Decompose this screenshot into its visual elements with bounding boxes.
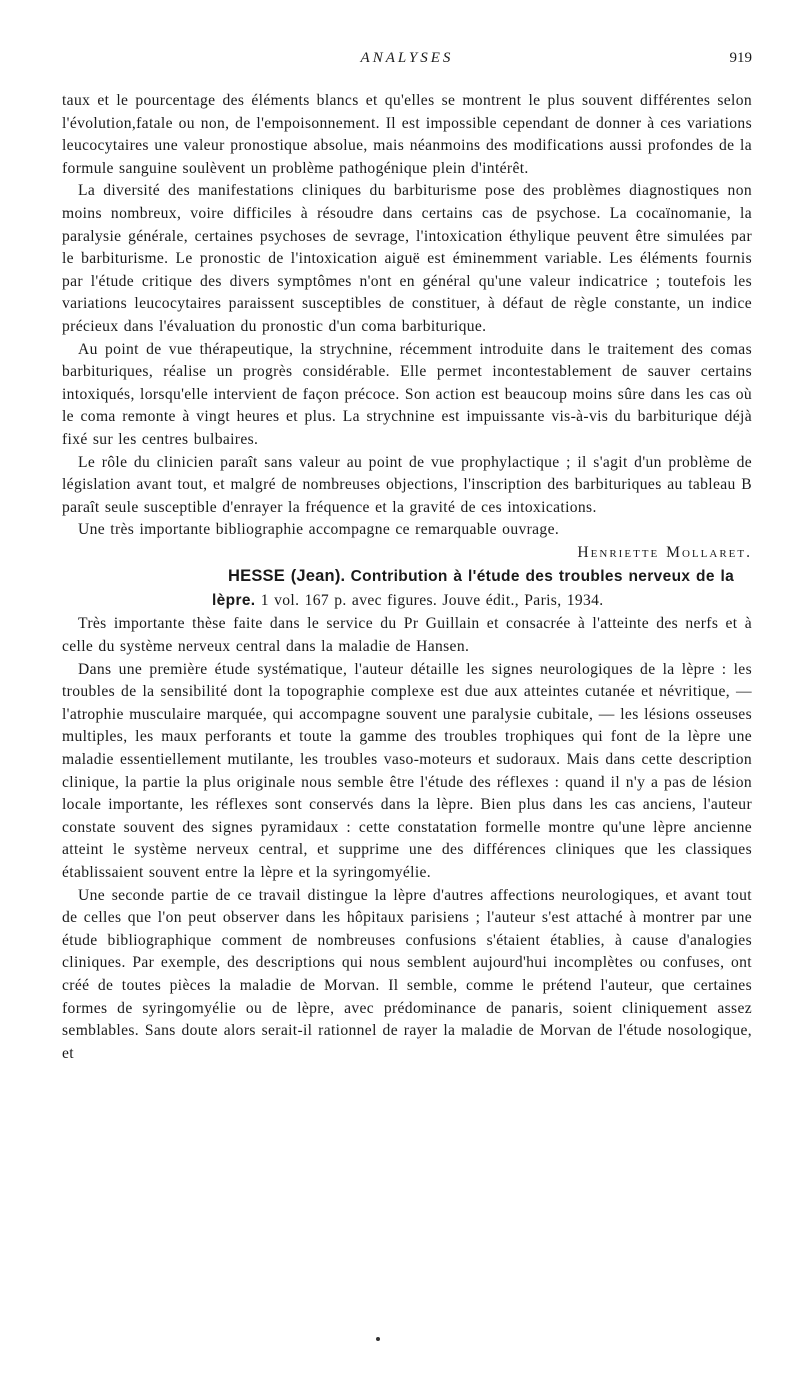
paragraph: La diversité des manifestations cliniques du barbiturisme pose des problèmes diagnostiques non moins nombreux, voire difficiles à résoudre dans certains cas de psychose. La cocaïnomanie, la paralysie générale, certaines psychoses de sevrage, l'intoxication éthylique peuvent être simulées par le barbiturisme. Le pronostic de l'intoxication aiguë est éminemment variable. Les éléments fournis par l'étude critique des divers symptômes n'ont en général qu'une valeur indicatrice ; toutefois les variations leucocytaires paraissent susceptibles de constituer, à défaut de règle constante, un indice précieux dans l'évaluation du pronostic d'un coma barbiturique. (62, 182, 752, 335)
section-title: ANALYSES (360, 50, 454, 66)
paragraph: Une seconde partie de ce travail distingue la lèpre d'autres affections neurologiques, et avant tout de celles que l'on peut observer dans les hôpitaux parisiens ; l'auteur s'est attaché à montrer par une étude bibliographique comment de nombreuses confusions s'étaient établies, à cause d'analogies cliniques. Par exemple, des descriptions qui nous semblent aujourd'hui incomplètes ou confuses, ont créé de toutes pièces la maladie de Morvan. Il semble, comme le prétend l'auteur, que certaines formes de syringomyélie ou de lèpre, avec prédominance de panaris, soient cliniquement assez semblables. Sans doute alors serait-il rationnel de rayer la maladie de Morvan de l'étude nosologique, et (62, 886, 752, 1062)
paragraph: Dans une première étude systématique, l'auteur détaille les signes neurologiques de la lèpre : les troubles de la sensibilité dont la topographie complexe est due aux atteintes cutanée et névritique, — l'atrophie musculaire marquée, qui accompagne souvent une paralysie cubitale, — les lésions osseuses multiples, les maux perforants et toute la gamme des troubles trophiques qui font de la lèpre une maladie essentiellement mutilante, les troubles vaso-moteurs et sudoraux. Mais dans cette description clinique, la partie la plus originale nous semble être l'étude des réflexes : quand il n'y a pas de lésion locale importante, les réflexes sont conservés dans la lèpre. Bien plus dans les cas anciens, l'auteur constate souvent des signes pyramidaux : cette constatation formelle montre qu'une lèpre ancienne atteint le système nerveux central, et supprime une des différences cliniques que les classiques établissaient souvent entre la lèpre et la syringomyélie. (62, 660, 752, 881)
review-title: Contribution à l'étude des troubles nerveux de la lèpre. (212, 568, 735, 610)
review-author: HESSE (Jean). (228, 567, 346, 586)
page-number: 919 (729, 50, 752, 66)
paragraph: Au point de vue thérapeutique, la strychnine, récemment introduite dans le traitement des comas barbituriques, réalise un progrès considérable. Elle permet incontestablement de sauver certains intoxiqués, lorsqu'elle intervient de façon précoce. Son action est beaucoup moins sûre dans les cas où le coma remonte à vingt heures et plus. La strychnine est impuissante vis-à-vis du barbiturique déjà fixé sur les centres bulbaires. (62, 340, 752, 448)
body-text (62, 90, 752, 1065)
paragraph: taux et le pourcentage des éléments blancs et qu'elles se montrent le plus souvent différentes selon l'évolution,fatale ou non, de l'empoisonnement. Il est impossible cependant de donner à ces variations leucocytaires une valeur pronostique absolue, mais néanmoins des modifications aussi profondes de la formule sanguine soulèvent un problème pathogénique plein d'intérêt. (62, 92, 752, 177)
review-heading (62, 564, 752, 613)
page-dot (376, 1337, 380, 1341)
reviewer-signature: Henriette Mollaret. (577, 543, 752, 561)
paragraph: Le rôle du clinicien paraît sans valeur au point de vue prophylactique ; il s'agit d'un problème de législation avant tout, et malgré de nombreuses objections, l'inscription des barbituriques au tableau B paraît seule susceptible d'enrayer la fréquence et la gravité de ces intoxications. (62, 453, 752, 516)
paragraph: Une très importante bibliographie accompagne ce remarquable ouvrage. (78, 521, 560, 539)
review-publication: 1 vol. 167 p. avec figures. Jouve édit., Paris, 1934. (260, 592, 604, 610)
paragraph: Très importante thèse faite dans le service du Pr Guillain et consacrée à l'atteinte des nerfs et à celle du système nerveux central dans la maladie de Hansen. (62, 615, 752, 656)
running-header (62, 50, 752, 76)
